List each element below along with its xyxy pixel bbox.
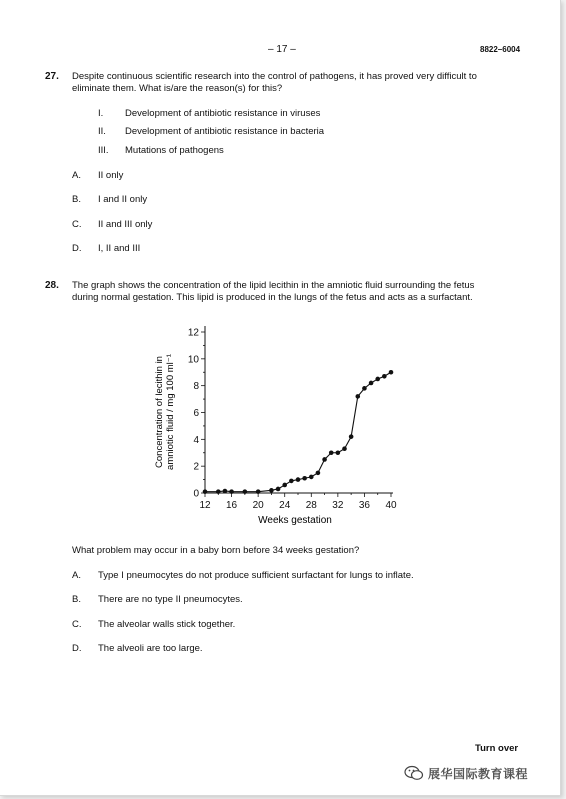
data-point [302, 476, 307, 481]
y-axis-label-line2: amniotic fluid / mg 100 ml⁻¹ [165, 354, 176, 470]
y-tick-label: 8 [193, 381, 199, 393]
watermark-text: 展华国际教育课程 [428, 767, 529, 781]
data-point [296, 477, 301, 482]
q28-question: What problem may occur in a baby born before 34 weeks gestation? [72, 545, 360, 556]
q27-statement-numeral: II. [98, 126, 106, 137]
data-point [256, 489, 261, 494]
chart-ticks [188, 328, 397, 512]
q27-option-text: I, II and III [98, 243, 141, 254]
chart-series [203, 370, 394, 494]
data-point [375, 377, 380, 382]
q27-statement-text: Development of antibiotic resistance in bacteria [125, 126, 325, 137]
q27-option-letter: A. [72, 170, 81, 181]
x-tick-label: 24 [279, 500, 291, 511]
y-tick-label: 4 [193, 434, 199, 446]
data-point [342, 446, 347, 451]
y-tick-label: 6 [193, 408, 199, 419]
q27-stem-line2: eliminate them. What is/are the reason(s) for this? [72, 83, 283, 94]
x-tick-label: 40 [385, 500, 397, 511]
q28-option-letter: D. [72, 643, 82, 654]
data-point [369, 381, 374, 386]
q27-statement-text: Development of antibiotic resistance in viruses [125, 108, 321, 119]
q28-option-text: There are no type II pneumocytes. [98, 594, 243, 605]
data-point [243, 489, 248, 494]
q27-option-text: II and III only [98, 219, 153, 230]
y-axis-label-line1: Concentration of lecithin in [154, 356, 165, 468]
data-point [223, 489, 228, 494]
data-point [349, 434, 354, 439]
data-point [276, 487, 281, 492]
q28-option-letter: B. [72, 594, 81, 605]
x-tick-label: 32 [332, 500, 344, 511]
q27-option-letter: B. [72, 194, 81, 205]
data-point [316, 471, 321, 476]
q28-option-letter: C. [72, 619, 82, 630]
q28-stem-line2: during normal gestation. This lipid is produced in the lungs of the fetus and acts as a surfactant. [72, 292, 473, 303]
y-tick-label: 10 [187, 354, 199, 366]
data-point [362, 386, 367, 391]
q28-option-text: The alveolar walls stick together. [98, 619, 236, 630]
q27-statement-numeral: I. [98, 108, 104, 119]
data-point [282, 483, 287, 488]
data-point [389, 370, 394, 375]
x-tick-label: 28 [305, 500, 317, 511]
x-tick-label: 20 [252, 500, 264, 511]
data-point [216, 489, 221, 494]
data-point [203, 489, 208, 494]
lecithin-line-chart [150, 318, 410, 533]
x-axis-label: Weeks gestation [258, 515, 332, 526]
data-point [336, 450, 341, 455]
data-point [322, 457, 327, 462]
q27-stem-line1: Despite continuous scientific research into the control of pathogens, it has proved very difficult to [72, 71, 477, 82]
q27-statement-numeral: III. [98, 145, 109, 156]
q27-option-letter: D. [72, 243, 82, 254]
x-tick-label: 12 [199, 500, 211, 511]
paper-code: 8822–6004 [480, 45, 521, 54]
data-point [382, 374, 387, 379]
turn-over-label: Turn over [475, 743, 519, 754]
data-point [229, 489, 234, 494]
q28-option-text: The alveoli are too large. [98, 643, 203, 654]
q27-option-text: II only [98, 170, 124, 181]
x-tick-label: 36 [358, 500, 370, 511]
y-tick-label: 12 [187, 327, 199, 339]
y-tick-label: 0 [193, 488, 199, 500]
data-point [355, 394, 360, 399]
q28-option-letter: A. [72, 570, 81, 581]
q27-statement-text: Mutations of pathogens [125, 145, 224, 156]
y-tick-label: 2 [193, 461, 199, 473]
q27-option-text: I and II only [98, 194, 148, 205]
q28-number: 28. [45, 280, 59, 291]
chart-axes [205, 326, 393, 493]
data-point [289, 479, 294, 484]
data-point [329, 450, 334, 455]
x-tick-label: 16 [226, 500, 238, 511]
data-point [309, 475, 314, 480]
q27-option-letter: C. [72, 219, 82, 230]
q28-stem-line1: The graph shows the concentration of the lipid lecithin in the amniotic fluid surrounding the fetus [72, 280, 475, 291]
q27-number: 27. [45, 71, 59, 82]
wechat-icon [404, 765, 424, 781]
q28-option-text: Type I pneumocytes do not produce sufficient surfactant for lungs to inflate. [98, 570, 414, 581]
page-number: – 17 – [268, 44, 296, 55]
data-point [269, 488, 274, 493]
